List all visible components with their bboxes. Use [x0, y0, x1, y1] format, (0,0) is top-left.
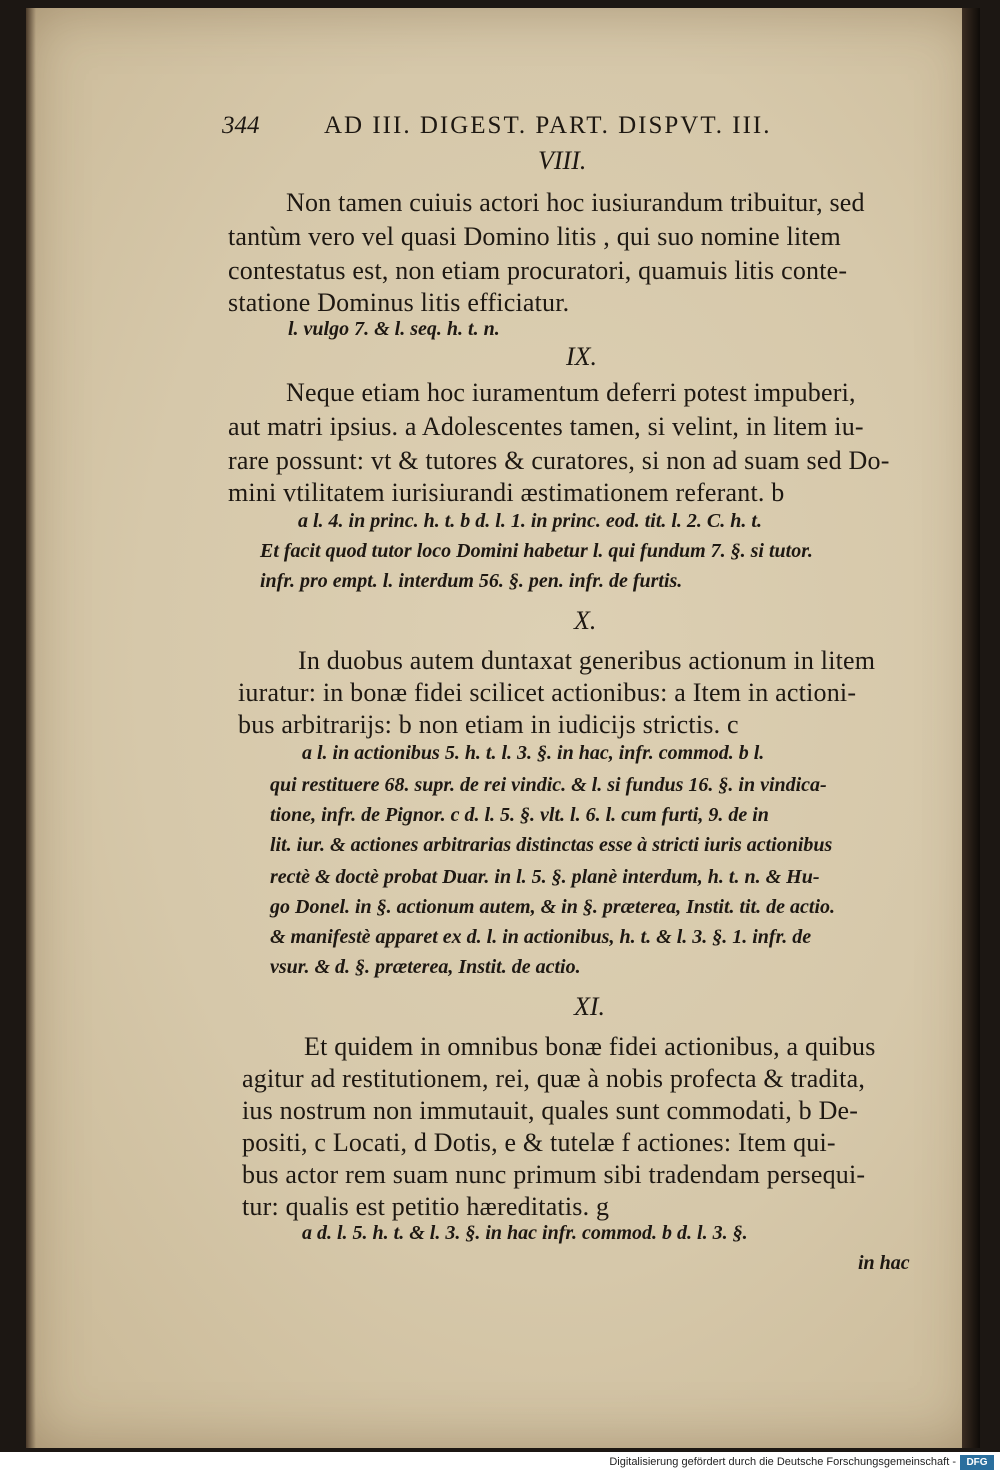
page-text: [26, 8, 980, 1448]
note-line: infr. pro empt. l. interdum 56. §. pen. infr. de furtis.: [260, 570, 683, 592]
text-line: aut matri ipsius. a Adolescentes tamen, si velint, in litem iu-: [228, 412, 864, 441]
note-line: Et facit quod tutor loco Domini habetur l. qui fundum 7. §. si tutor.: [260, 540, 813, 562]
footer-credit: Digitalisierung gefördert durch die Deutsche Forschungsgemeinschaft -: [609, 1456, 956, 1468]
text-line: mini vtilitatem iurisiurandi æstimationem referant. b: [228, 478, 785, 507]
note-line: go Donel. in §. actionum autem, & in §. præterea, Instit. tit. de actio.: [270, 896, 836, 918]
section-numeral: XI.: [574, 992, 606, 1021]
note-line: in hac: [858, 1252, 910, 1274]
section-numeral: IX.: [566, 342, 598, 371]
section-numeral: X.: [574, 606, 597, 635]
note-line: lit. iur. & actiones arbitrarias distinctas esse à stricti iuris actionibus: [270, 834, 833, 856]
note-line: qui restituere 68. supr. de rei vindic. & l. si fundus 16. §. in vindica-: [270, 774, 827, 796]
note-line: a l. 4. in princ. h. t. b d. l. 1. in princ. eod. tit. l. 2. C. h. t.: [298, 510, 762, 532]
text-line: Non tamen cuiuis actori hoc iusiurandum tribuitur, sed: [286, 188, 865, 217]
text-line: positi, c Locati, d Dotis, e & tutelæ f actiones: Item qui-: [242, 1128, 836, 1157]
text-line: bus arbitrarijs: b non etiam in iudicijs strictis. c: [238, 710, 739, 739]
text-line: ius nostrum non immutauit, quales sunt commodati, b De-: [242, 1096, 859, 1125]
text-line: agitur ad restitutionem, rei, quæ à nobis profecta & tradita,: [242, 1064, 866, 1093]
text-line: Et quidem in omnibus bonæ fidei actionibus, a quibus: [304, 1032, 876, 1061]
note-line: l. vulgo 7. & l. seq. h. t. n.: [288, 318, 500, 340]
book-page: [26, 8, 980, 1448]
text-line: In duobus autem duntaxat generibus actionum in litem: [298, 646, 876, 675]
text-line: iuratur: in bonæ fidei scilicet actionibus: a Item in actioni-: [238, 678, 857, 707]
note-line: a l. in actionibus 5. h. t. l. 3. §. in hac, infr. commod. b l.: [302, 742, 765, 764]
text-line: Neque etiam hoc iuramentum deferri potest impuberi,: [286, 378, 856, 407]
note-line: rectè & doctè probat Duar. in l. 5. §. planè interdum, h. t. n. & Hu-: [270, 866, 820, 888]
running-head: AD III. DIGEST. PART. DISPVT. III.: [324, 112, 772, 139]
text-line: tur: qualis est petitio hæreditatis. g: [242, 1192, 610, 1221]
section-numeral: VIII.: [538, 146, 587, 175]
note-line: a d. l. 5. h. t. & l. 3. §. in hac infr. commod. b d. l. 3. §.: [302, 1222, 748, 1244]
note-line: vsur. & d. §. præterea, Instit. de actio.: [270, 956, 581, 978]
text-line: rare possunt: vt & tutores & curatores, si non ad suam sed Do-: [228, 446, 890, 475]
page-number: 344: [222, 112, 260, 139]
text-line: contestatus est, non etiam procuratori, quamuis litis conte-: [228, 256, 848, 285]
note-line: & manifestè apparet ex d. l. in actionibus, h. t. & l. 3. §. 1. infr. de: [270, 926, 812, 948]
text-line: statione Dominus litis efficiatur.: [228, 288, 570, 317]
text-line: tantùm vero vel quasi Domino litis , qui suo nomine litem: [228, 222, 841, 251]
dfg-logo-icon: DFG: [960, 1455, 994, 1470]
digitization-footer: [0, 1452, 1000, 1474]
note-line: tione, infr. de Pignor. c d. l. 5. §. vlt. l. 6. l. cum furti, 9. de in: [270, 804, 769, 826]
text-line: bus actor rem suam nunc primum sibi tradendam persequi-: [242, 1160, 866, 1189]
